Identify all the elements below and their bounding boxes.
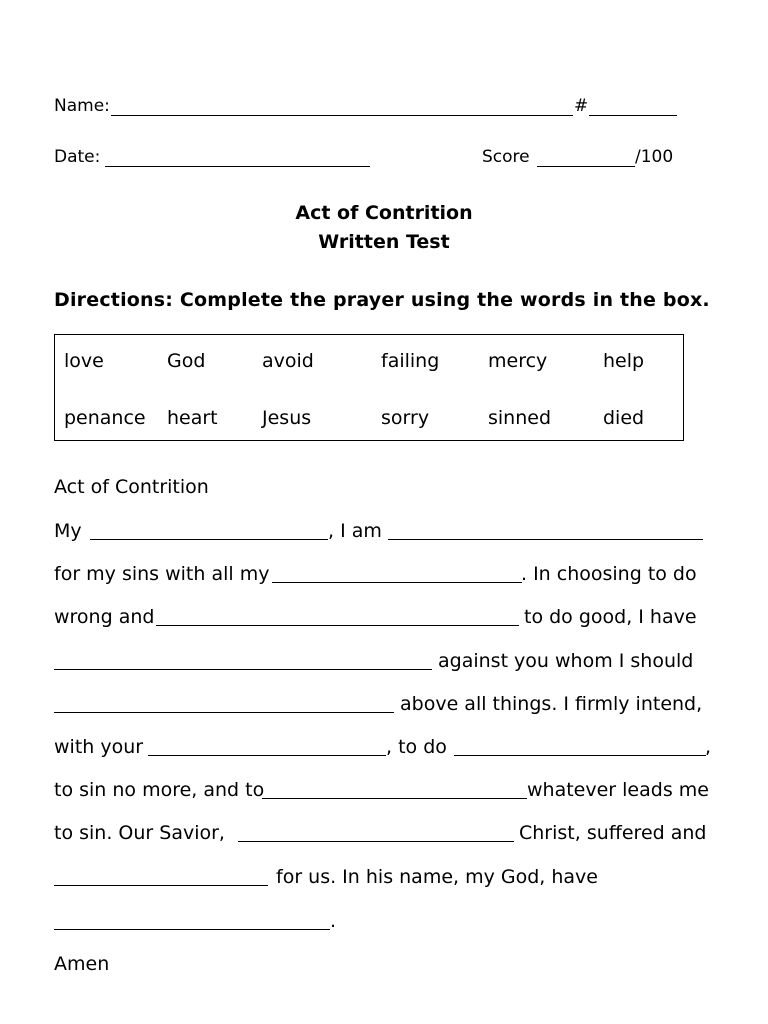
word-bank-item: mercy <box>488 350 548 372</box>
prayer-text: , <box>705 736 712 758</box>
prayer-text: My <box>54 520 82 542</box>
prayer-text: to do good, I have <box>524 606 697 628</box>
page-subtitle: Written Test <box>318 231 450 253</box>
word-bank-item: failing <box>381 350 440 372</box>
answer-blank-12[interactable] <box>54 929 330 930</box>
answer-blank-3[interactable] <box>272 582 522 583</box>
number-label: # <box>574 96 589 116</box>
number-blank[interactable] <box>589 115 677 116</box>
prayer-text: . <box>330 910 337 932</box>
prayer-text: whatever leads me <box>527 779 709 801</box>
name-blank[interactable] <box>111 115 573 116</box>
word-bank-item: God <box>167 350 206 372</box>
word-bank-item: penance <box>64 407 146 429</box>
word-bank-item: died <box>603 407 645 429</box>
prayer-amen: Amen <box>54 953 110 975</box>
word-bank-box <box>54 334 684 441</box>
word-bank-item: love <box>64 350 104 372</box>
answer-blank-7[interactable] <box>148 755 386 756</box>
answer-blank-4[interactable] <box>156 625 519 626</box>
answer-blank-8[interactable] <box>454 755 706 756</box>
prayer-text: Christ, suffered and <box>519 822 707 844</box>
prayer-heading: Act of Contrition <box>54 476 209 498</box>
answer-blank-5[interactable] <box>54 669 432 670</box>
answer-blank-10[interactable] <box>238 841 514 842</box>
prayer-text: for us. In his name, my God, have <box>276 866 598 888</box>
word-bank-item: avoid <box>262 350 314 372</box>
prayer-text: to sin no more, and to <box>54 779 265 801</box>
prayer-text: wrong and <box>54 606 155 628</box>
score-total: /100 <box>635 147 674 167</box>
date-blank[interactable] <box>105 166 370 167</box>
score-blank[interactable] <box>537 166 635 167</box>
prayer-text: , to do <box>386 736 447 758</box>
score-label: Score <box>482 147 530 167</box>
prayer-text: with your <box>54 736 144 758</box>
word-bank-item: sorry <box>381 407 430 429</box>
word-bank-item: heart <box>167 407 218 429</box>
page-title: Act of Contrition <box>295 202 473 224</box>
word-bank-item: help <box>603 350 645 372</box>
answer-blank-1[interactable] <box>90 539 328 540</box>
prayer-text: against you whom I should <box>438 650 694 672</box>
answer-blank-9[interactable] <box>262 798 527 799</box>
prayer-text: , I am <box>328 520 382 542</box>
prayer-text: for my sins with all my <box>54 563 270 585</box>
word-bank-item: sinned <box>488 407 552 429</box>
answer-blank-2[interactable] <box>388 539 703 540</box>
word-bank-item: Jesus <box>262 407 312 429</box>
answer-blank-11[interactable] <box>54 885 268 886</box>
prayer-text: . In choosing to do <box>521 563 697 585</box>
date-label: Date: <box>54 147 101 167</box>
prayer-text: above all things. I firmly intend, <box>400 693 703 715</box>
answer-blank-6[interactable] <box>54 712 394 713</box>
directions: Directions: Complete the prayer using the words in the box. <box>54 289 710 311</box>
name-label: Name: <box>54 96 110 116</box>
prayer-text: to sin. Our Savior, <box>54 822 225 844</box>
